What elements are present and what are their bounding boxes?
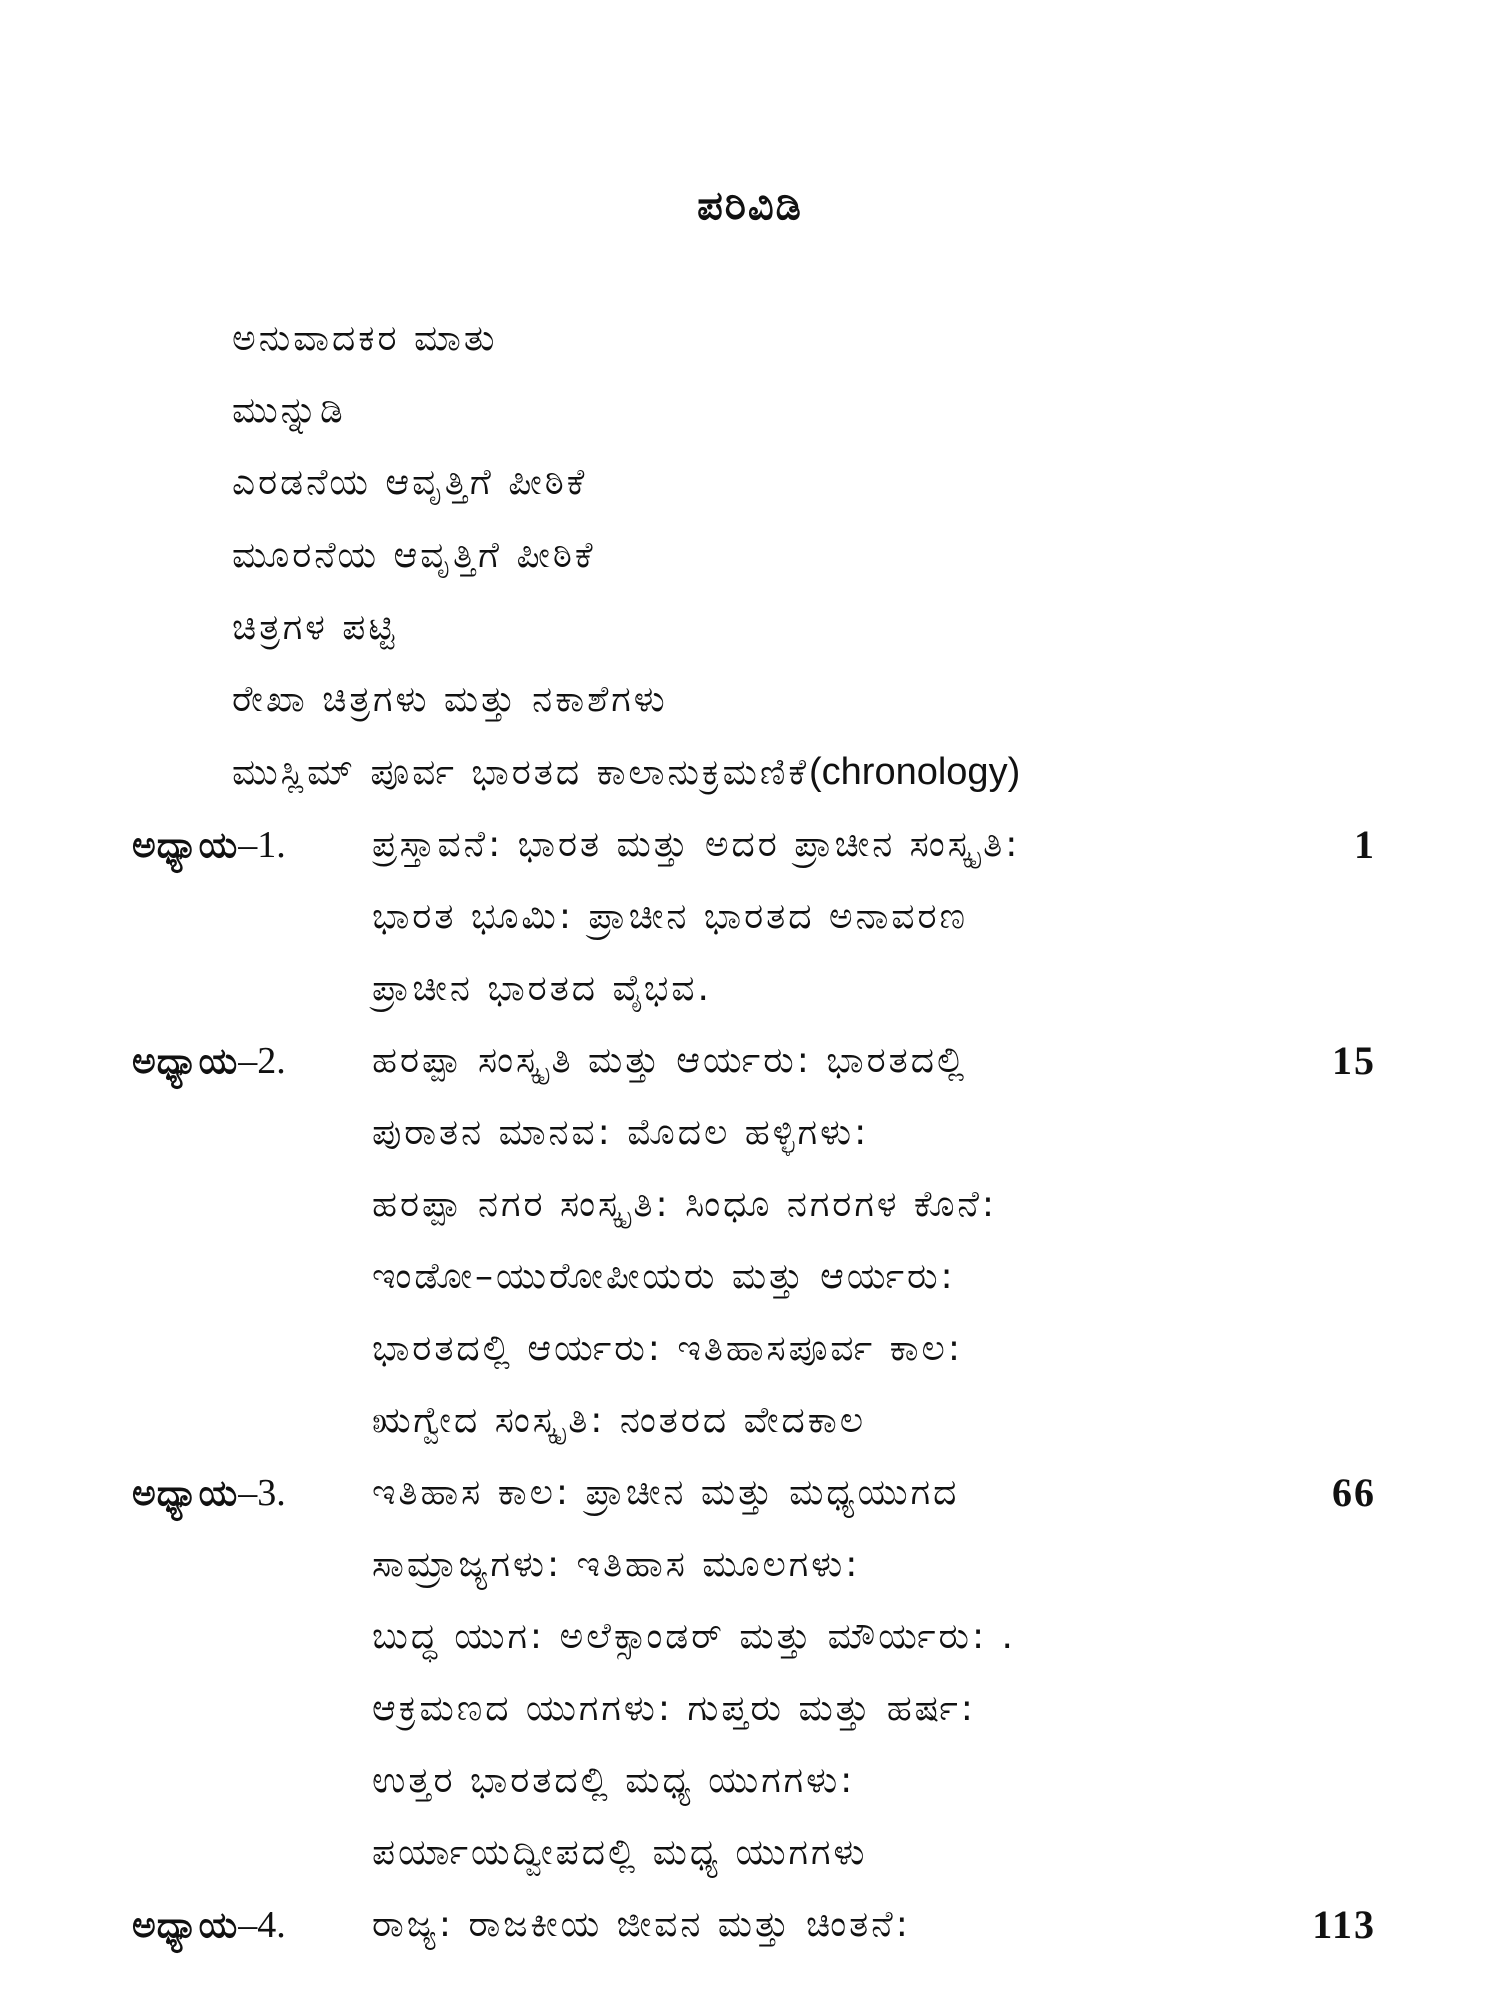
chapter-3-line: ಉತ್ತರ ಭಾರತದಲ್ಲಿ ಮಧ್ಯ ಯುಗಗಳು: (372, 1760, 856, 1801)
page-title: ಪರಿವಿಡಿ (697, 183, 803, 229)
chapter-4-line: ರಾಜ್ಯ: ರಾಜಕೀಯ ಜೀವನ ಮತ್ತು ಚಿಂತನೆ: (372, 1904, 911, 1945)
chapter-2-label (132, 1035, 286, 1088)
chapter-3-line: ಇತಿಹಾಸ ಕಾಲ: ಪ್ರಾಚೀನ ಮತ್ತು ಮಧ್ಯಯುಗದ (372, 1472, 960, 1513)
front-matter-item: ಮೂರನೆಯ ಆವೃತ್ತಿಗೆ ಪೀಠಿಕೆ (232, 535, 596, 576)
chapter-word: ಅಧ್ಯಾಯ (132, 1041, 239, 1082)
chapter-1-line: ಭಾರತ ಭೂಮಿ: ಪ್ರಾಚೀನ ಭಾರತದ ಅನಾವರಣ (372, 896, 969, 937)
front-matter-item: ಚಿತ್ರಗಳ ಪಟ್ಟಿ (232, 607, 398, 648)
chapter-2-page-number: 15 (1332, 1038, 1376, 1083)
chronology-english: (chronology) (809, 751, 1021, 793)
chapter-4-label (132, 1899, 286, 1952)
chapter-number: –2. (238, 1040, 286, 1082)
chapter-3-line: ಆಕ್ರಮಣದ ಯುಗಗಳು: ಗುಪ್ತರು ಮತ್ತು ಹರ್ಷ: (372, 1688, 976, 1729)
chapter-2-line: ಭಾರತದಲ್ಲಿ ಆರ್ಯರು: ಇತಿಹಾಸಪೂರ್ವ ಕಾಲ: (372, 1328, 963, 1369)
chapter-3-line: ಪರ್ಯಾಯದ್ವೀಪದಲ್ಲಿ ಮಧ್ಯ ಯುಗಗಳು (372, 1832, 868, 1873)
chapter-2-line: ಋಗ್ವೇದ ಸಂಸ್ಕೃತಿ: ನಂತರದ ವೇದಕಾಲ (372, 1400, 867, 1441)
front-matter-item: ಎರಡನೆಯ ಆವೃತ್ತಿಗೆ ಪೀಠಿಕೆ (232, 462, 588, 503)
chapter-3-label (132, 1467, 286, 1520)
chapter-number: –3. (238, 1472, 286, 1514)
chronology-item (232, 746, 1020, 799)
chapter-word: ಅಧ್ಯಾಯ (132, 1473, 239, 1514)
chapter-3-line: ಬುದ್ಧ ಯುಗ: ಅಲೆಕ್ಸಾಂಡರ್ ಮತ್ತು ಮೌರ್ಯರು: . (372, 1616, 1016, 1657)
front-matter-item: ಅನುವಾದಕರ ಮಾತು (232, 318, 498, 359)
chapter-1-line: ಪ್ರಸ್ತಾವನೆ: ಭಾರತ ಮತ್ತು ಅದರ ಪ್ರಾಚೀನ ಸಂಸ್ಕೃತಿ: (372, 824, 1021, 865)
chapter-2-line: ಹರಪ್ಪಾ ನಗರ ಸಂಸ್ಕೃತಿ: ಸಿಂಧೂ ನಗರಗಳ ಕೊನೆ: (372, 1184, 998, 1225)
chapter-number: –4. (238, 1904, 286, 1946)
chapter-word: ಅಧ್ಯಾಯ (132, 825, 239, 866)
chapter-4-page-number: 113 (1312, 1902, 1376, 1947)
front-matter-item: ರೇಖಾ ಚಿತ್ರಗಳು ಮತ್ತು ನಕಾಶೆಗಳು (232, 679, 668, 720)
chapter-number: –1. (238, 824, 286, 866)
chapter-2-line: ಹರಪ್ಪಾ ಸಂಸ್ಕೃತಿ ಮತ್ತು ಆರ್ಯರು: ಭಾರತದಲ್ಲಿ (372, 1040, 968, 1081)
chapter-word: ಅಧ್ಯಾಯ (132, 1905, 239, 1946)
chapter-2-line: ಪುರಾತನ ಮಾನವ: ಮೊದಲ ಹಳ್ಳಿಗಳು: (372, 1112, 870, 1153)
chapter-3-page-number: 66 (1332, 1470, 1376, 1515)
chapter-1-line: ಪ್ರಾಚೀನ ಭಾರತದ ವೈಭವ. (372, 968, 712, 1009)
chapter-3-line: ಸಾಮ್ರಾಜ್ಯಗಳು: ಇತಿಹಾಸ ಮೂಲಗಳು: (372, 1544, 861, 1585)
chapter-1-page-number: 1 (1354, 822, 1376, 867)
front-matter-item: ಮುನ್ನುಡಿ (232, 390, 346, 431)
chapter-1-label (132, 819, 286, 872)
chronology-kannada: ಮುಸ್ಲಿಮ್ ಪೂರ್ವ ಭಾರತದ ಕಾಲಾನುಕ್ರಮಣಿಕೆ (232, 752, 810, 793)
chapter-2-line: ಇಂಡೋ–ಯುರೋಪೀಯರು ಮತ್ತು ಆರ್ಯರು: (372, 1256, 956, 1297)
